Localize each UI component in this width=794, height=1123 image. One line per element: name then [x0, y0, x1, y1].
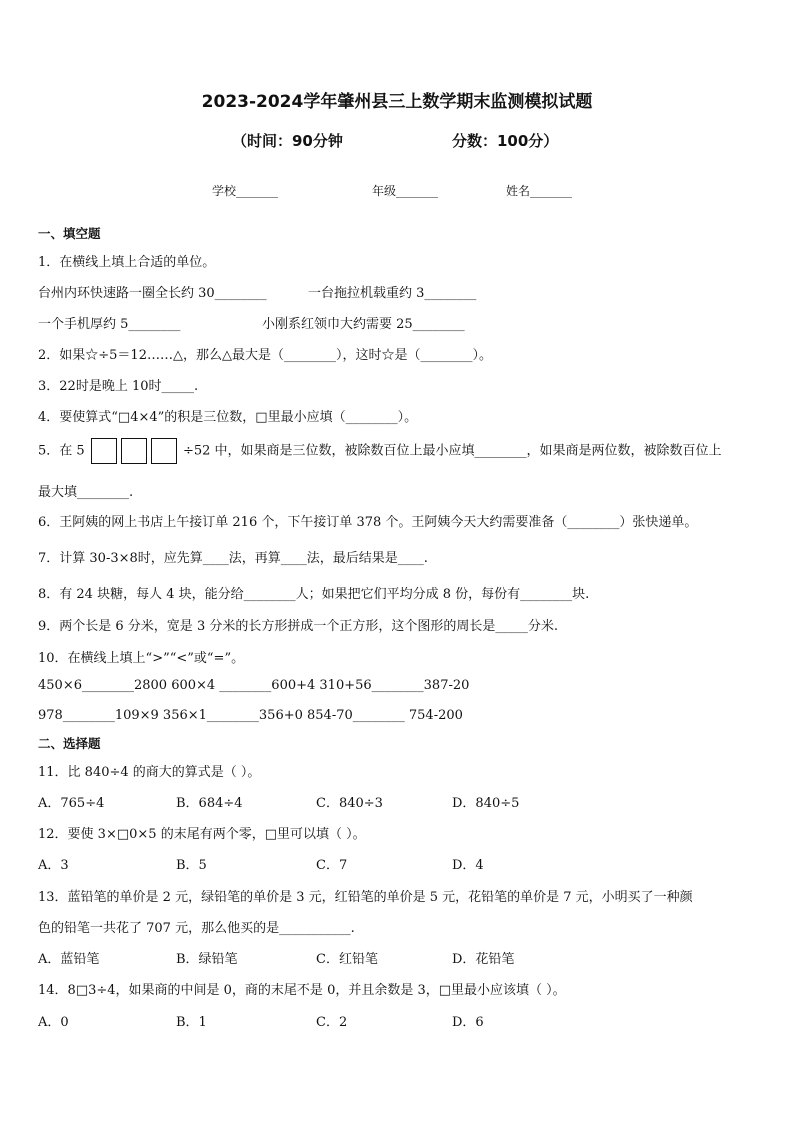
question-1b: 一台拖拉机载重约 3________ — [308, 286, 477, 301]
option-13-c: C．红铅笔 — [316, 952, 378, 967]
question-5-after: ÷52 中，如果商是三位数，被除数百位上最小应填________，如果商是两位数，被除数百位上 — [182, 443, 722, 459]
option-13-d: D．花铅笔 — [452, 952, 515, 967]
question-9: 9．两个长是 6 分米，宽是 3 分米的长方形拼成一个正方形，这个图形的周长是_____分米. — [38, 619, 558, 634]
question-5 — [38, 438, 722, 464]
question-10-stem: 10．在横线上填上“>”“<”或“=”。 — [38, 651, 245, 666]
digit-box-3 — [151, 438, 177, 464]
digit-box-1 — [91, 438, 117, 464]
exam-time: （时间：90分钟 — [232, 132, 343, 150]
question-14-stem: 14．8□3÷4，如果商的中间是 0，商的末尾不是 0，并且余数是 3，□里最小应该填（ ）。 — [38, 983, 566, 998]
question-11-stem: 11．比 840÷4 的商大的算式是（ ）。 — [38, 765, 261, 780]
question-12-stem: 12．要使 3×□0×5 的末尾有两个零，□里可以填（ ）。 — [38, 827, 366, 842]
option-14-a: A．0 — [38, 1015, 69, 1030]
option-14-b: B．1 — [176, 1015, 207, 1030]
school-field: 学校_______ — [212, 184, 279, 198]
grade-field: 年级_______ — [372, 184, 439, 198]
question-1a: 台州内环快速路一圈全长约 30________ — [38, 286, 267, 301]
option-11-c: C．840÷3 — [316, 796, 383, 811]
option-14-c: C．2 — [316, 1015, 348, 1030]
option-13-b: B．绿铅笔 — [176, 952, 238, 967]
question-1d: 小刚系红领巾大约需要 25________ — [262, 317, 465, 332]
option-12-b: B．5 — [176, 858, 207, 873]
section-fill-blank-title: 一、填空题 — [38, 226, 101, 241]
question-8: 8．有 24 块糖，每人 4 块，能分给________人；如果把它们平均分成 8 份，每份有________块. — [38, 587, 590, 602]
question-7: 7．计算 30-3×8时，应先算____法，再算____法，最后结果是____. — [38, 551, 428, 566]
name-field: 姓名_______ — [506, 184, 573, 198]
option-11-a: A．765÷4 — [38, 796, 105, 811]
option-12-c: C．7 — [316, 858, 348, 873]
option-12-d: D．4 — [452, 858, 484, 873]
question-1-stem: 1．在横线上填上合适的单位。 — [38, 255, 216, 270]
question-1c: 一个手机厚约 5________ — [38, 317, 181, 332]
question-6: 6．王阿姨的网上书店上午接订单 216 个，下午接订单 378 个。王阿姨今天大约需要准备（________）张快递单。 — [38, 515, 698, 530]
question-5-line2: 最大填________. — [38, 485, 134, 500]
page-title: 2023-2024学年肇州县三上数学期末监测模拟试题 — [201, 92, 593, 112]
exam-score: 分数：100分） — [452, 132, 559, 150]
question-3: 3．22时是晚上 10时_____. — [38, 379, 199, 394]
question-13-line2: 色的铅笔一共花了 707 元，那么他买的是___________. — [38, 921, 355, 936]
option-11-b: B．684÷4 — [176, 796, 243, 811]
question-13-stem: 13．蓝铅笔的单价是 2 元，绿铅笔的单价是 3 元，红铅笔的单价是 5 元，花铅笔的单价是 7 元，小明买了一种颜 — [38, 890, 693, 905]
option-12-a: A．3 — [38, 858, 69, 873]
question-2: 2．如果☆÷5＝12……△，那么△最大是（________），这时☆是（________）。 — [38, 348, 492, 363]
option-14-d: D．6 — [452, 1015, 484, 1030]
digit-box-2 — [121, 438, 147, 464]
option-13-a: A．蓝铅笔 — [38, 952, 100, 967]
question-4: 4．要使算式“□4×4”的积是三位数，□里最小应填（________）。 — [38, 410, 418, 425]
question-10-row2: 978________109×9 356×1________356+0 854-70________ 754-200 — [38, 708, 463, 723]
option-11-d: D．840÷5 — [452, 796, 520, 811]
section-choice-title: 二、选择题 — [38, 736, 101, 751]
question-10-row1: 450×6________2800 600×4 ________600+4 310+56________387-20 — [38, 678, 470, 693]
question-5-before: 5．在 5 — [38, 443, 85, 459]
